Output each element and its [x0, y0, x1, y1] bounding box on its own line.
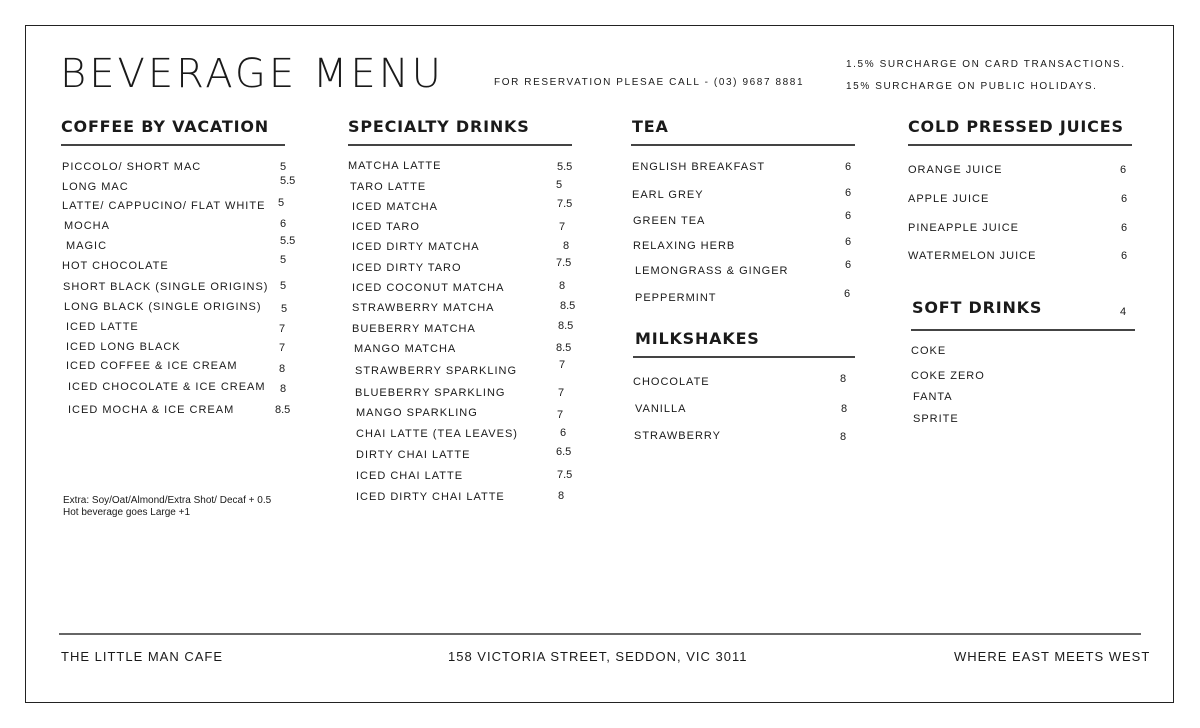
menu-item-price: 7: [559, 359, 566, 371]
menu-item-price: 6: [1121, 193, 1128, 205]
menu-item-price: 7: [557, 409, 564, 421]
menu-item-price: 6: [845, 259, 852, 271]
menu-item-price: 6.5: [556, 446, 572, 458]
menu-item-name: DIRTY CHAI LATTE: [356, 449, 471, 461]
menu-item-price: 7.5: [557, 469, 573, 481]
menu-item-name: SPRITE: [913, 413, 959, 425]
menu-item-price: 6: [1120, 164, 1127, 176]
menu-item-price: 8: [840, 373, 847, 385]
menu-item-price: 6: [1121, 250, 1128, 262]
menu-item-name: EARL GREY: [632, 189, 704, 201]
milkshakes-heading: MILKSHAKES: [635, 329, 760, 348]
menu-item-name: ICED LONG BLACK: [66, 341, 181, 353]
menu-item-name: SHORT BLACK (SINGLE ORIGINS): [63, 281, 269, 293]
menu-item-name: CHAI LATTE (TEA LEAVES): [356, 428, 518, 440]
menu-item-price: 5: [280, 161, 287, 173]
menu-item-price: 6: [1121, 222, 1128, 234]
menu-item-name: ICED MATCHA: [352, 201, 438, 213]
menu-item-name: COKE: [911, 345, 947, 357]
menu-item-price: 6: [845, 161, 852, 173]
menu-item-price: 6: [845, 236, 852, 248]
menu-item-price: 7: [279, 323, 286, 335]
menu-item-name: BUEBERRY MATCHA: [352, 323, 476, 335]
menu-item-price: 6: [280, 218, 287, 230]
menu-item-name: MATCHA LATTE: [348, 160, 442, 172]
menu-item-name: CHOCOLATE: [633, 376, 710, 388]
menu-item-price: 8: [280, 383, 287, 395]
menu-item-name: HOT CHOCOLATE: [62, 260, 169, 272]
soft-drinks-heading: SOFT DRINKS: [912, 298, 1043, 317]
menu-item-name: RELAXING HERB: [633, 240, 736, 252]
menu-item-name: ICED DIRTY TARO: [352, 262, 462, 274]
menu-item-name: COKE ZERO: [911, 370, 985, 382]
menu-item-name: WATERMELON JUICE: [908, 250, 1037, 262]
menu-item-price: 8.5: [556, 342, 572, 354]
menu-item-price: 8: [841, 403, 848, 415]
soft-drinks-divider: [911, 329, 1135, 331]
card-surcharge-notice: 1.5% SURCHARGE ON CARD TRANSACTIONS.: [846, 59, 1126, 70]
specialty-divider: [348, 144, 572, 146]
juices-heading: COLD PRESSED JUICES: [908, 117, 1124, 136]
extras-note: Extra: Soy/Oat/Almond/Extra Shot/ Decaf + 0.5: [63, 495, 272, 506]
menu-item-price: 6: [845, 210, 852, 222]
menu-item-price: 7: [558, 387, 565, 399]
menu-item-name: FANTA: [913, 391, 953, 403]
reservation-info: FOR RESERVATION PLESAE CALL - (03) 9687 8881: [494, 77, 805, 88]
cafe-tagline: WHERE EAST MEETS WEST: [954, 649, 1151, 664]
menu-item-name: TARO LATTE: [350, 181, 427, 193]
menu-item-price: 5.5: [280, 175, 296, 187]
menu-item-name: VANILLA: [635, 403, 687, 415]
tea-heading: TEA: [632, 117, 669, 136]
menu-item-name: ICED LATTE: [66, 321, 139, 333]
menu-item-name: STRAWBERRY SPARKLING: [355, 365, 518, 377]
menu-item-price: 7.5: [557, 198, 573, 210]
menu-item-price: 7: [559, 221, 566, 233]
menu-item-price: 8: [563, 240, 570, 252]
menu-item-name: ICED CHAI LATTE: [356, 470, 464, 482]
menu-item-price: 8.5: [560, 300, 576, 312]
coffee-heading: COFFEE BY VACATION: [61, 117, 269, 136]
coffee-divider: [61, 144, 285, 146]
menu-item-name: ICED TARO: [352, 221, 420, 233]
menu-item-name: STRAWBERRY: [634, 430, 722, 442]
menu-item-price: 6: [844, 288, 851, 300]
menu-item-name: STRAWBERRY MATCHA: [352, 302, 495, 314]
large-note: Hot beverage goes Large +1: [63, 507, 191, 518]
footer-divider: [59, 633, 1141, 635]
menu-item-price: 5: [281, 303, 288, 315]
cafe-name: THE LITTLE MAN CAFE: [61, 649, 224, 664]
menu-item-name: ICED CHOCOLATE & ICE CREAM: [68, 381, 266, 393]
menu-item-price: 8: [840, 431, 847, 443]
menu-item-price: 5: [556, 179, 563, 191]
menu-item-price: 5: [280, 280, 287, 292]
menu-item-price: 7.5: [556, 257, 572, 269]
menu-item-name: ICED DIRTY MATCHA: [352, 241, 480, 253]
menu-item-price: 5: [280, 254, 287, 266]
menu-item-name: PICCOLO/ SHORT MAC: [62, 161, 202, 173]
menu-item-name: LATTE/ CAPPUCINO/ FLAT WHITE: [62, 200, 266, 212]
menu-item-name: ENGLISH BREAKFAST: [632, 161, 766, 173]
menu-item-name: MANGO SPARKLING: [356, 407, 478, 419]
menu-item-name: MOCHA: [64, 220, 110, 232]
cafe-address: 158 VICTORIA STREET, SEDDON, VIC 3011: [448, 649, 748, 664]
tea-divider: [631, 144, 855, 146]
soft-drinks-price: 4: [1120, 306, 1127, 318]
menu-item-price: 7: [279, 342, 286, 354]
menu-title: BEVERAGE MENU: [60, 51, 444, 97]
menu-item-name: ICED DIRTY CHAI LATTE: [356, 491, 505, 503]
menu-item-name: MANGO MATCHA: [354, 343, 457, 355]
menu-item-name: LEMONGRASS & GINGER: [635, 265, 789, 277]
menu-item-name: GREEN TEA: [633, 215, 706, 227]
juices-divider: [908, 144, 1132, 146]
menu-item-name: ORANGE JUICE: [908, 164, 1003, 176]
menu-item-price: 5: [278, 197, 285, 209]
menu-item-price: 5.5: [557, 161, 573, 173]
menu-item-name: LONG MAC: [62, 181, 129, 193]
menu-item-price: 6: [845, 187, 852, 199]
menu-item-price: 8.5: [558, 320, 574, 332]
menu-item-name: ICED COCONUT MATCHA: [352, 282, 505, 294]
menu-item-price: 8: [279, 363, 286, 375]
menu-item-price: 5.5: [280, 235, 296, 247]
milkshakes-divider: [633, 356, 855, 358]
menu-item-price: 6: [560, 427, 567, 439]
menu-item-name: LONG BLACK (SINGLE ORIGINS): [64, 301, 262, 313]
menu-item-name: APPLE JUICE: [908, 193, 990, 205]
menu-item-price: 8.5: [275, 404, 291, 416]
holiday-surcharge-notice: 15% SURCHARGE ON PUBLIC HOLIDAYS.: [846, 81, 1098, 92]
menu-item-name: ICED MOCHA & ICE CREAM: [68, 404, 235, 416]
menu-item-price: 8: [558, 490, 565, 502]
menu-item-name: PINEAPPLE JUICE: [908, 222, 1019, 234]
menu-item-name: ICED COFFEE & ICE CREAM: [66, 360, 238, 372]
menu-item-name: BLUEBERRY SPARKLING: [355, 387, 506, 399]
menu-item-name: MAGIC: [66, 240, 108, 252]
menu-item-name: PEPPERMINT: [635, 292, 717, 304]
specialty-heading: SPECIALTY DRINKS: [348, 117, 530, 136]
menu-item-price: 8: [559, 280, 566, 292]
